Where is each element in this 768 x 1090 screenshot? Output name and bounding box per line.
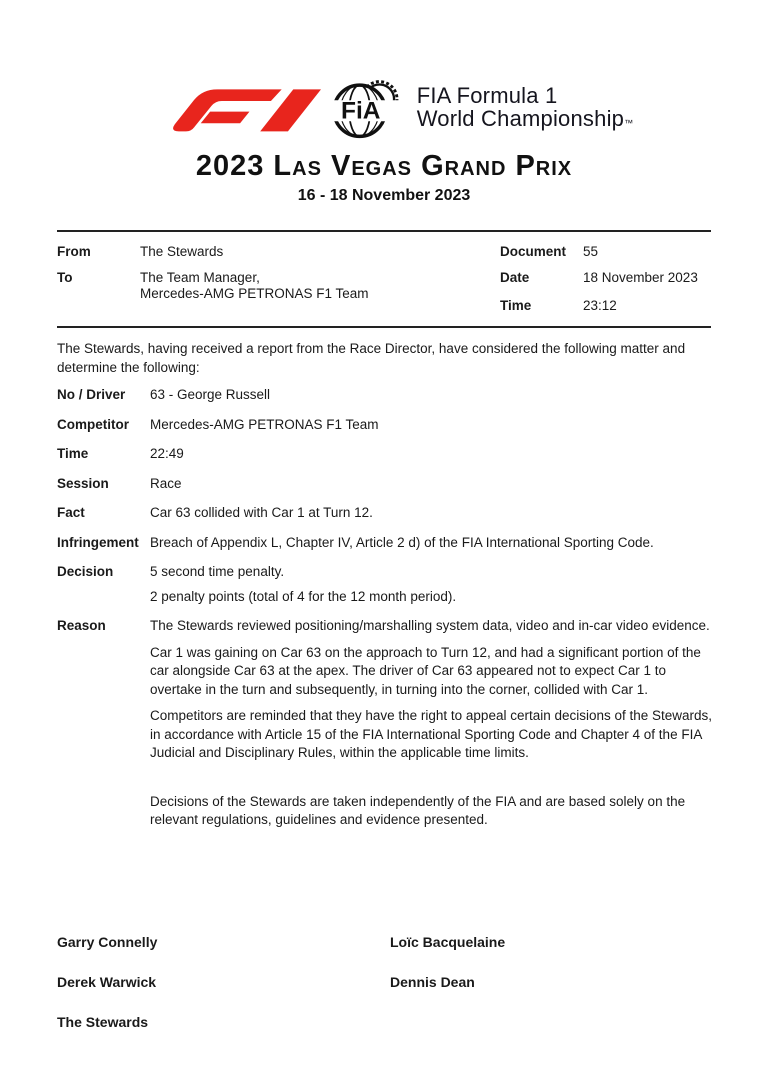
reason-paragraph: Competitors are reminded that they have the right to appeal certain decisions of the Stewards, in accordance with Article 15 of the FIA International Sporting Code and Chapter 4 of the FIA Judicial and Disciplinary Rules, within the applicable time limits. [150, 708, 713, 760]
page-title: 2023 Las Vegas Grand Prix [195, 150, 573, 182]
reason-paragraph: Decisions of the Stewards are taken independently of the FIA and are based solely on the relevant regulations, guidelines and evidence presented. [150, 793, 686, 827]
from-label: From [57, 244, 91, 259]
field-infringement [57, 534, 713, 553]
signature-name: Garry Connelly [57, 934, 158, 950]
to-value: The Team Manager, Mercedes-AMG PETRONAS F1 Team [140, 270, 369, 301]
signature-name: Dennis Dean [390, 974, 475, 990]
time-label: Time [500, 298, 532, 313]
field-value: Mercedes-AMG PETRONAS F1 Team [150, 416, 379, 432]
signature-name: Derek Warwick [57, 974, 157, 990]
from-value: The Stewards [140, 244, 224, 259]
field-label: Fact [57, 505, 85, 520]
field-fact [57, 504, 713, 523]
field-label: Session [57, 475, 109, 491]
field-session [57, 475, 713, 494]
page-subtitle: 16 - 18 November 2023 [297, 187, 471, 204]
field-no-driver [57, 386, 713, 405]
divider-top [57, 230, 711, 232]
date-value: 18 November 2023 [583, 270, 698, 285]
brand-wordmark [417, 84, 634, 135]
f1-logo-icon [169, 83, 321, 135]
trademark-symbol: ™ [624, 117, 634, 128]
field-time [57, 445, 713, 464]
date-label: Date [500, 270, 530, 285]
meta-time [500, 298, 617, 314]
document-value: 55 [583, 244, 599, 259]
field-value: 22:49 [150, 446, 184, 461]
fia-logo-icon [334, 76, 404, 142]
header-brand-row [0, 76, 768, 142]
field-value: 5 second time penalty. 2 penalty points (total of 4 for the 12 month period). [150, 564, 457, 604]
divider-bottom [57, 326, 711, 328]
reason-paragraph: Car 1 was gaining on Car 63 on the approach to Turn 12, and had a significant portion of the car alongside Car 63 at the apex. The driver of Car 63 appeared not to expect Car 1 to overtake in the turn and subsequently, in turning into the corner, collided with Car 1. [150, 644, 701, 697]
meta-to [57, 270, 369, 302]
field-label: Competitor [57, 416, 129, 432]
field-competitor [57, 416, 713, 435]
time-value: 23:12 [583, 298, 617, 313]
field-value: Car 63 collided with Car 1 at Turn 12. [150, 505, 373, 520]
field-value [150, 617, 713, 838]
field-label: Decision [57, 564, 114, 579]
field-decision [57, 563, 713, 606]
field-value: Breach of Appendix L, Chapter IV, Article 2 d) of the FIA International Sporting Code. [150, 534, 654, 550]
intro-paragraph: The Stewards, having received a report from the Race Director, have considered the following matter and determine the following: [57, 341, 686, 375]
reason-paragraph: The Stewards reviewed positioning/marshalling system data, video and in-car video evidence. [150, 618, 710, 633]
field-reason [57, 617, 713, 838]
meta-document [500, 244, 598, 260]
field-label: Time [57, 446, 89, 461]
field-value: 63 - George Russell [150, 387, 271, 402]
field-label: Reason [57, 618, 106, 633]
decision-fields [57, 386, 713, 849]
document-label: Document [500, 244, 567, 259]
field-label: Infringement [57, 534, 139, 550]
fia-monogram: FiA [340, 97, 381, 125]
brand-line2: World Championship™ [416, 105, 634, 131]
to-label: To [57, 270, 73, 285]
meta-from [57, 244, 223, 260]
signature-name: Loïc Bacquelaine [390, 934, 506, 950]
signature-name: The Stewards [57, 1014, 149, 1030]
signatures-block [57, 933, 713, 1031]
meta-date [500, 270, 698, 286]
brand-line1: FIA Formula 1 [416, 82, 558, 108]
field-value: Race [150, 475, 182, 491]
field-label: No / Driver [57, 387, 126, 402]
